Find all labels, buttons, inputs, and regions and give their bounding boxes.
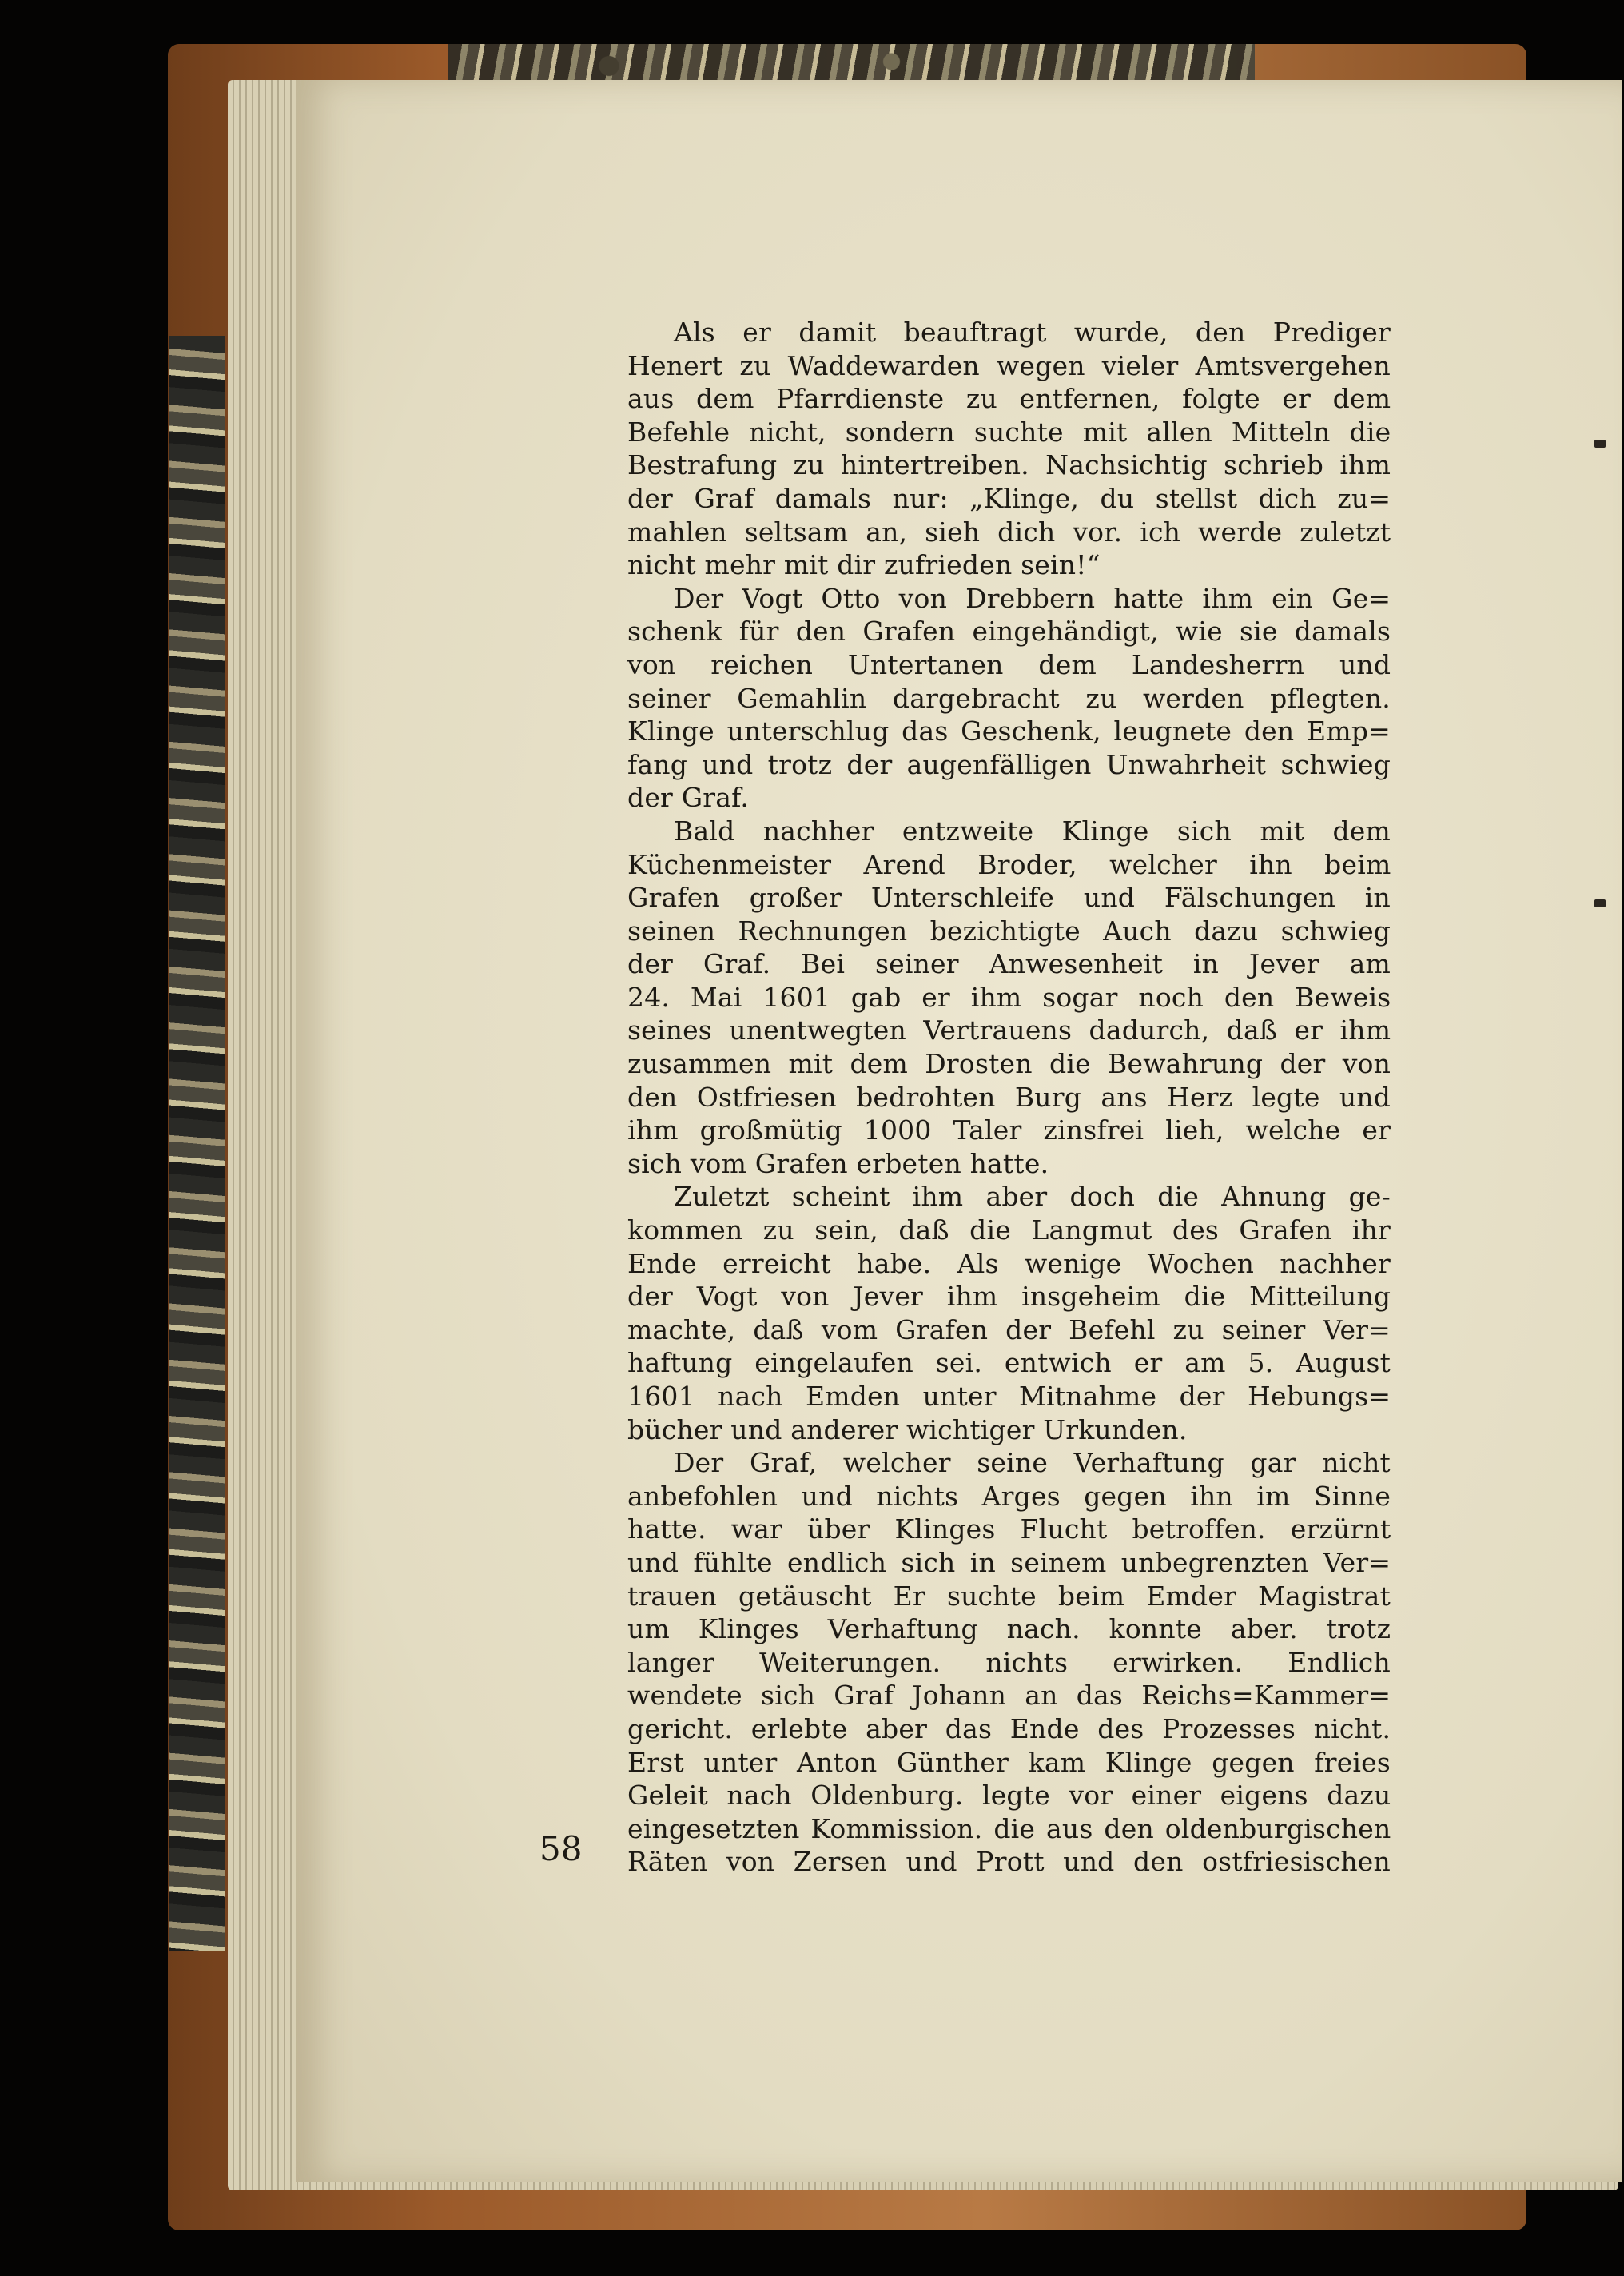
text-line: gericht. erlebte aber das Ende des Prozesses nicht. (627, 1712, 1391, 1744)
text-line: mahlen seltsam an, sieh dich vor. ich werde zuletzt (627, 516, 1391, 548)
text-line: Räten von Zersen und Prott und den ostfriesischen (627, 1846, 1391, 1878)
text-line: hatte. war über Klinges Flucht betroffen. erzürnt (627, 1513, 1391, 1545)
text-line: langer Weiterungen. nichts erwirken. Endlich (627, 1646, 1391, 1678)
body-text (627, 316, 1391, 1879)
text-line: seiner Gemahlin dargebracht zu werden pflegten. (627, 682, 1391, 714)
text-line: schenk für den Grafen eingehändigt, wie sie damals (627, 616, 1391, 648)
text-line: haftung eingelaufen sei. entwich er am 5. August (627, 1347, 1391, 1379)
text-line: Befehle nicht, sondern suchte mit allen Mitteln die (627, 416, 1391, 448)
text-line: machte, daß vom Grafen der Befehl zu seiner Ver= (627, 1313, 1391, 1345)
text-line: Henert zu Waddewarden wegen vieler Amtsvergehen (627, 349, 1391, 381)
paragraph (627, 1180, 1391, 1446)
text-line: ihm großmütig 1000 Taler zinsfrei lieh, welche er (627, 1114, 1391, 1146)
text-line: trauen getäuscht Er suchte beim Emder Magistrat (627, 1580, 1391, 1612)
text-line: Grafen großer Unterschleife und Fälschungen in (627, 882, 1391, 914)
marbled-spine (169, 336, 225, 1951)
text-line: Bald nachher entzweite Klinge sich mit dem (674, 815, 1391, 847)
paragraph (627, 316, 1391, 582)
text-line: Geleit nach Oldenburg. legte vor einer eigens dazu (627, 1780, 1391, 1812)
text-line: eingesetzten Kommission. die aus den oldenburgischen (627, 1812, 1391, 1844)
text-line: Zuletzt scheint ihm aber doch die Ahnung ge- (674, 1181, 1391, 1213)
text-line: um Klinges Verhaftung nach. konnte aber. trotz (627, 1613, 1391, 1645)
text-line: aus dem Pfarrdienste zu entfernen, folgte er dem (627, 383, 1391, 415)
text-line: seines unentwegten Vertrauens dadurch, daß er ihm (627, 1014, 1391, 1046)
text-line: wendete sich Graf Johann an das Reichs=Kammer= (627, 1680, 1391, 1712)
text-line: fang und trotz der augenfälligen Unwahrheit schwieg (627, 748, 1391, 780)
text-line: sich vom Grafen erbeten hatte. (627, 1147, 1049, 1179)
text-line: den Ostfriesen bedrohten Burg ans Herz legte und (627, 1081, 1391, 1113)
text-line: nicht mehr mit dir zufrieden sein!“ (627, 549, 1101, 581)
text-line: von reichen Untertanen dem Landesherrn und (627, 648, 1391, 680)
text-line: Der Graf, welcher seine Verhaftung gar nicht (674, 1447, 1391, 1479)
paragraph (627, 1446, 1391, 1879)
paragraph (627, 582, 1391, 815)
paragraph (627, 815, 1391, 1181)
text-line: seinen Rechnungen bezichtigte Auch dazu schwieg (627, 915, 1391, 947)
text-line: Ende erreicht habe. Als wenige Wochen nachher (627, 1247, 1391, 1279)
text-line: bücher und anderer wichtiger Urkunden. (627, 1413, 1188, 1445)
text-line: Der Vogt Otto von Drebbern hatte ihm ein Ge= (674, 582, 1391, 614)
page-edge-mark (1594, 440, 1606, 448)
text-line: anbefohlen und nichts Arges gegen ihn im Sinne (627, 1480, 1391, 1512)
text-line: kommen zu sein, daß die Langmut des Grafen ihr (627, 1214, 1391, 1246)
text-line: der Vogt von Jever ihm insgeheim die Mitteilung (627, 1281, 1391, 1313)
page-edge-mark (1594, 899, 1606, 907)
page-number: 58 (539, 1829, 583, 1868)
text-line: der Graf. (627, 782, 750, 814)
text-line: Als er damit beauftragt wurde, den Prediger (674, 317, 1391, 348)
text-line: der Graf. Bei seiner Anwesenheit in Jever am (627, 948, 1391, 980)
text-line: Bestrafung zu hintertreiben. Nachsichtig schrieb ihm (627, 449, 1391, 481)
text-line: Küchenmeister Arend Broder, welcher ihn beim (627, 848, 1391, 880)
text-line: der Graf damals nur: „Klinge, du stellst dich zu= (627, 482, 1391, 514)
text-line: Klinge unterschlug das Geschenk, leugnete den Emp= (627, 715, 1391, 747)
text-line: 24. Mai 1601 gab er ihm sogar noch den Beweis (627, 981, 1391, 1013)
text-line: zusammen mit dem Drosten die Bewahrung der von (627, 1048, 1391, 1080)
text-line: und fühlte endlich sich in seinem unbegrenzten Ver= (627, 1546, 1391, 1578)
text-line: 1601 nach Emden unter Mitnahme der Hebungs= (627, 1381, 1391, 1412)
text-line: Erst unter Anton Günther kam Klinge gegen freies (627, 1746, 1391, 1778)
